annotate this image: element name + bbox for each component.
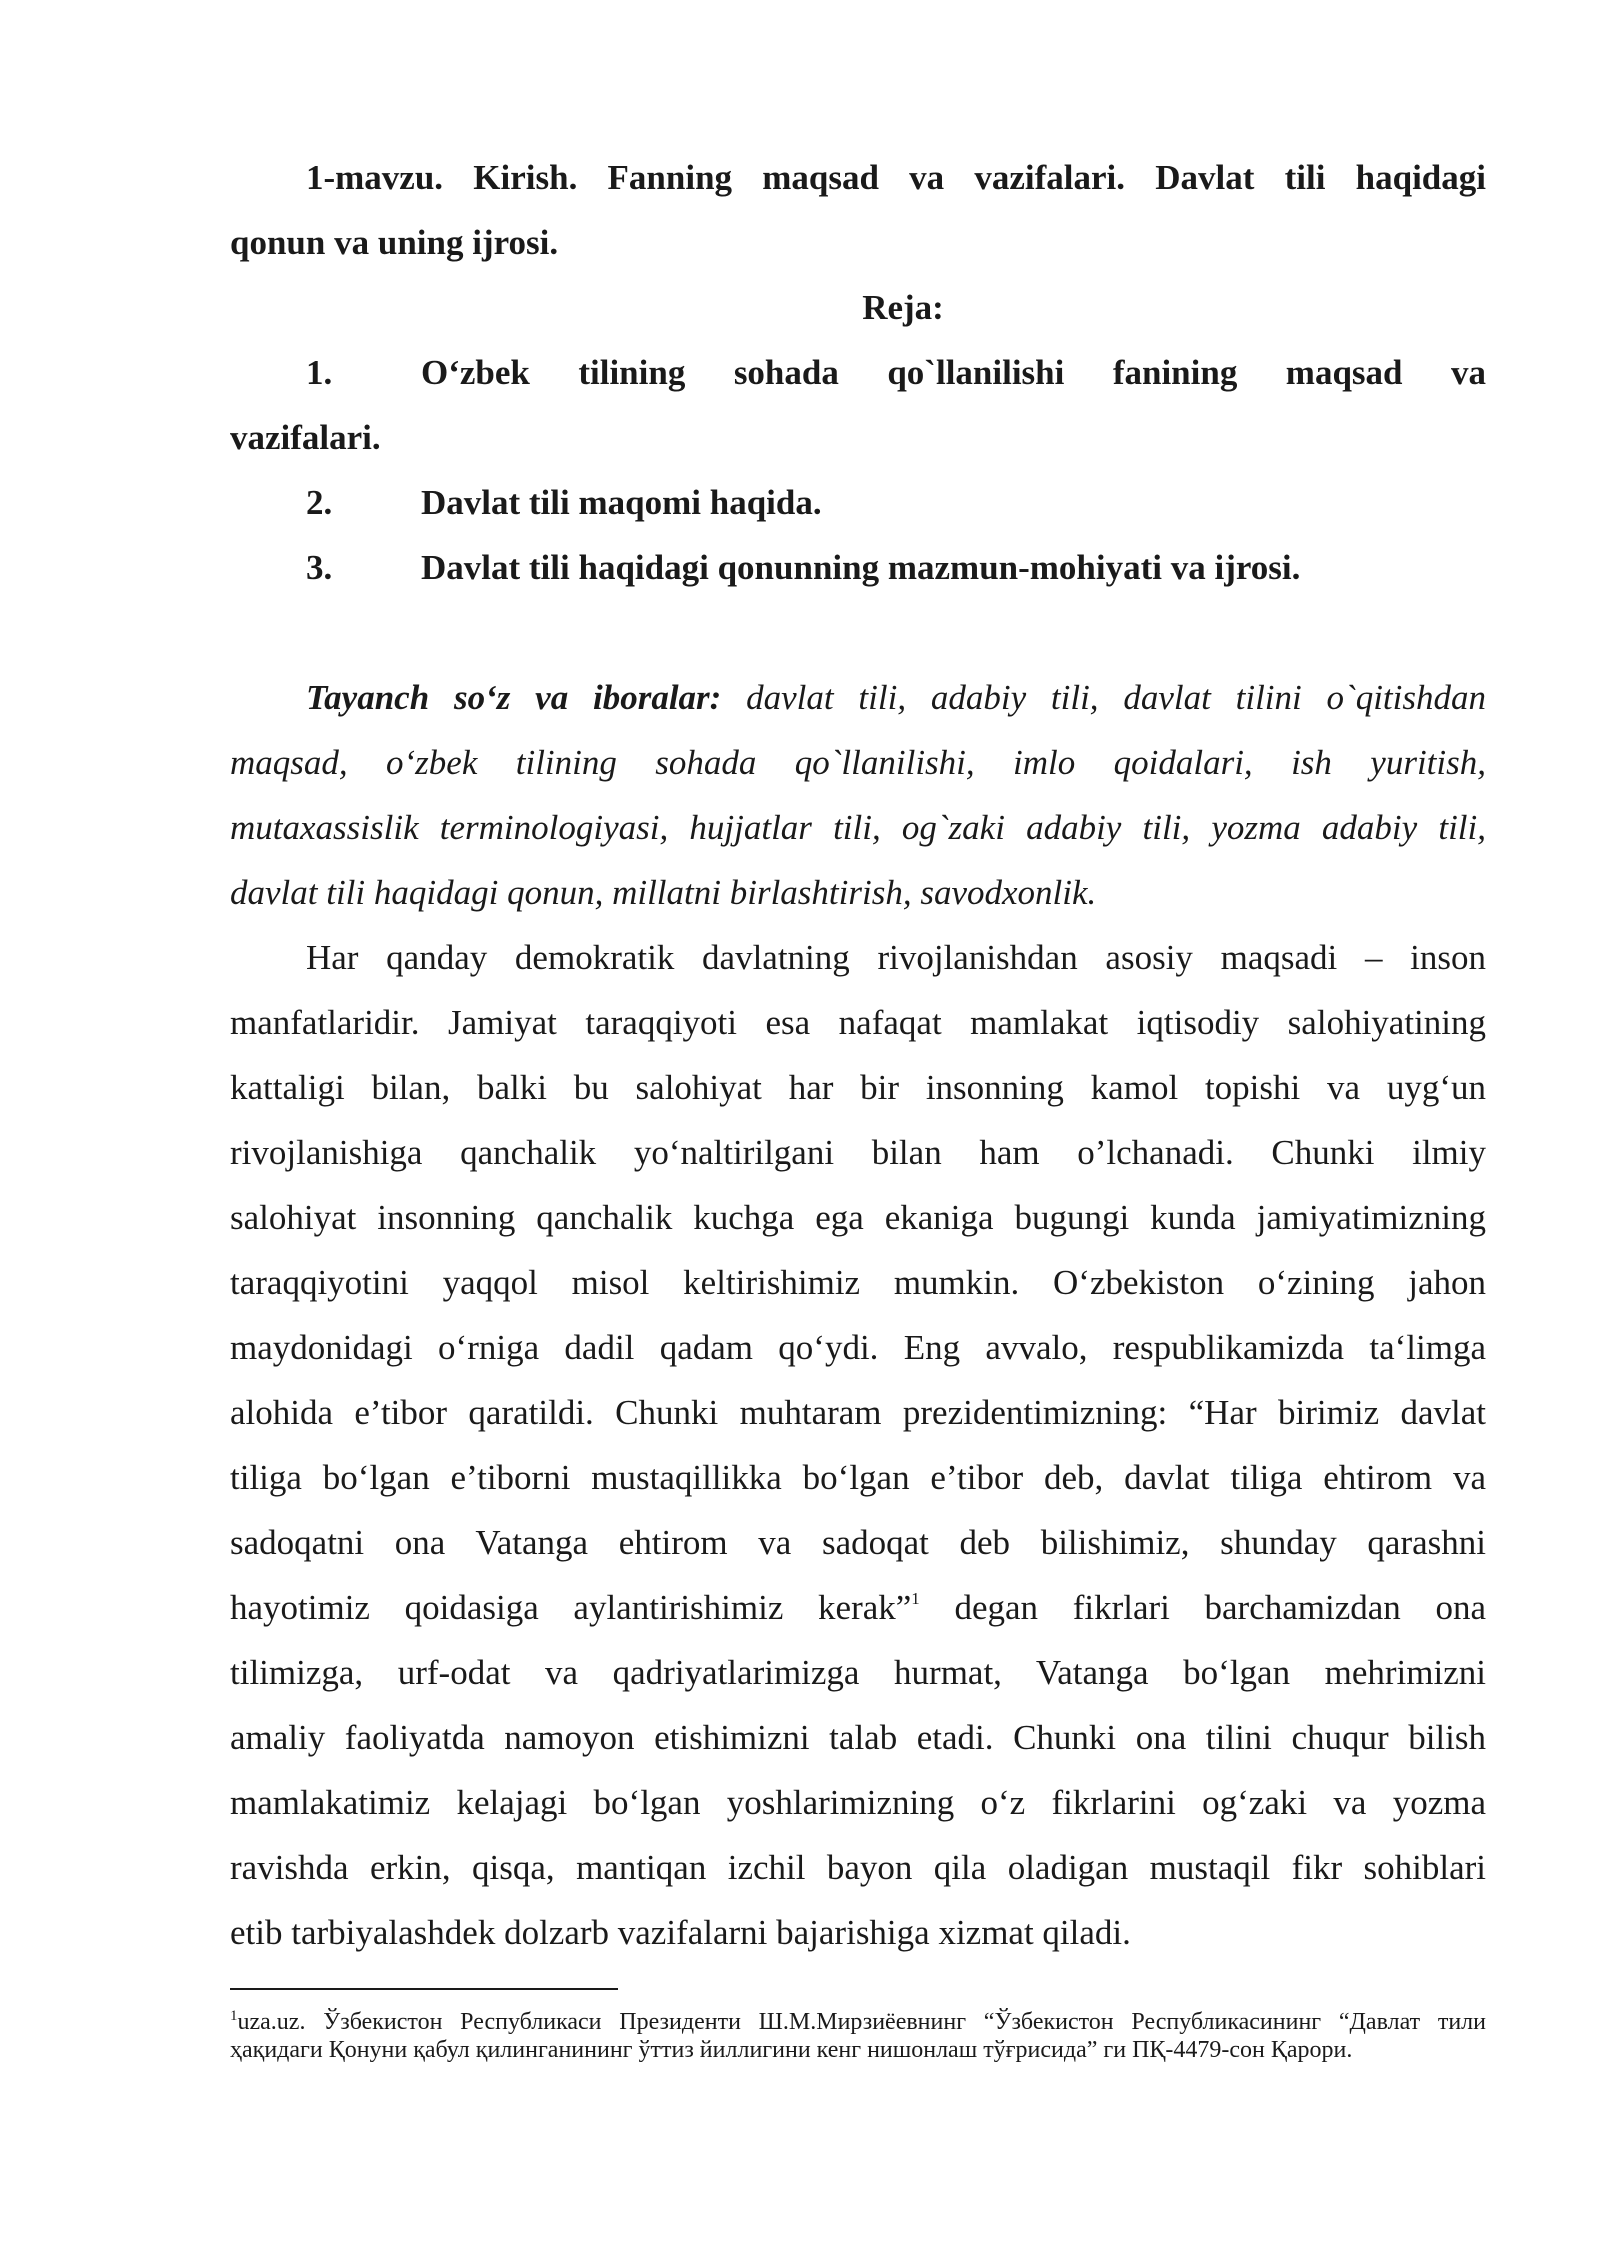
body-line: etib tarbiyalashdek dolzarb vazifalarni bajarishiga xizmat qiladi. [230,1913,1131,1952]
body-line: amaliy faoliyatda namoyon etishimizni talab etadi. Chunki ona tilini chuqur bilish [230,1718,1486,1757]
keywords-label: Tayanch so‘z va iboralar: [306,678,722,717]
keywords-text: davlat tili, adabiy tili, davlat tilini o`qitishdan [746,678,1486,717]
body-line: maydonidagi o‘rniga dadil qadam qo‘ydi. Eng avvalo, respublikamizda ta‘limga [230,1328,1486,1367]
keywords-line [230,665,1486,730]
body-line: mamlakatimiz kelajagi bo‘lgan yoshlarimizning o‘z fikrlarini og‘zaki va yozma [230,1783,1486,1822]
plan-item-text: Davlat tili haqidagi qonunning mazmun-mohiyati va ijrosi. [421,548,1301,587]
body-line: Har qanday demokratik davlatning rivojlanishdan asosiy maqsadi – inson [306,938,1486,977]
footnote-text: uza.uz. Ўзбекистон Республикаси Президенти Ш.М.Мирзиёевнинг “Ўзбекистон Республикасининг “Давлат тили ҳақидаги Қонуни қабул қилинганининг ўттиз йиллигини кенг нишонлаш тўғрисида” ги ПҚ-4479-сон Қарори. [230,2009,1486,2063]
body-line: kattaligi bilan, balki bu salohiyat har bir insonning kamol topishi va uyg‘un [230,1068,1486,1107]
body-text-fragment: degan fikrlari barchamizdan ona [919,1588,1486,1627]
body-text-fragment: hayotimiz qoidasiga aylantirishimiz kerak” [230,1588,912,1627]
body-line: tiliga bo‘lgan e’tiborni mustaqillikka bo‘lgan e’tibor deb, davlat tiliga ehtirom va [230,1458,1486,1497]
title-line: 1-mavzu. Kirish. Fanning maqsad va vazifalari. Davlat tili haqidagi [306,158,1486,197]
keywords-paragraph [230,665,1486,925]
body-line: salohiyat insonning qanchalik kuchga ega ekaniga bugungi kunda jamiyatimizning [230,1198,1486,1237]
footnote [230,2008,1486,2064]
body-line: alohida e’tibor qaratildi. Chunki muhtaram prezidentimizning: “Har birimiz davlat [230,1393,1486,1432]
lecture-title [230,145,1486,275]
footnote-marker: 1 [230,2008,238,2024]
body-line: rivojlanishiga qanchalik yo‘naltirilgani bilan ham o’lchanadi. Chunki ilmiy [230,1133,1486,1172]
body-line [230,1575,1486,1640]
plan-item-number: 2. [306,483,333,522]
keywords-line: mutaxassislik terminologiyasi, hujjatlar tili, og`zaki adabiy tili, yozma adabiy tili, [230,808,1486,847]
body-line: taraqqiyotini yaqqol misol keltirishimiz mumkin. O‘zbekiston o‘zining jahon [230,1263,1486,1302]
body-line: ravishda erkin, qisqa, mantiqan izchil bayon qila oladigan mustaqil fikr sohiblari [230,1848,1486,1887]
plan-item-continuation: vazifalari. [230,418,381,457]
body-line: tilimizga, urf-odat va qadriyatlarimizga hurmat, Vatanga bo‘lgan mehrimizni [230,1653,1486,1692]
plan-heading: Reja: [862,288,944,327]
plan-item-text: Davlat tili maqomi haqida. [421,483,822,522]
body-line: manfatlaridir. Jamiyat taraqqiyoti esa nafaqat mamlakat iqtisodiy salohiyatining [230,1003,1486,1042]
plan-item-number: 3. [306,548,333,587]
plan-item-text: O‘zbek tilining sohada qo`llanilishi fanining maqsad va [421,353,1486,392]
keywords-line: davlat tili haqidagi qonun, millatni birlashtirish, savodxonlik. [230,873,1097,912]
footnote-separator [230,1988,618,1990]
title-line: qonun va uning ijrosi. [230,223,559,262]
body-line: sadoqatni ona Vatanga ehtirom va sadoqat deb bilishimiz, shunday qarashni [230,1523,1486,1562]
footnote-reference[interactable]: 1 [911,1589,920,1608]
keywords-line: maqsad, o‘zbek tilining sohada qo`llanilishi, imlo qoidalari, ish yuritish, [230,743,1486,782]
plan-item-number: 1. [306,353,333,392]
body-paragraph [230,925,1486,1965]
